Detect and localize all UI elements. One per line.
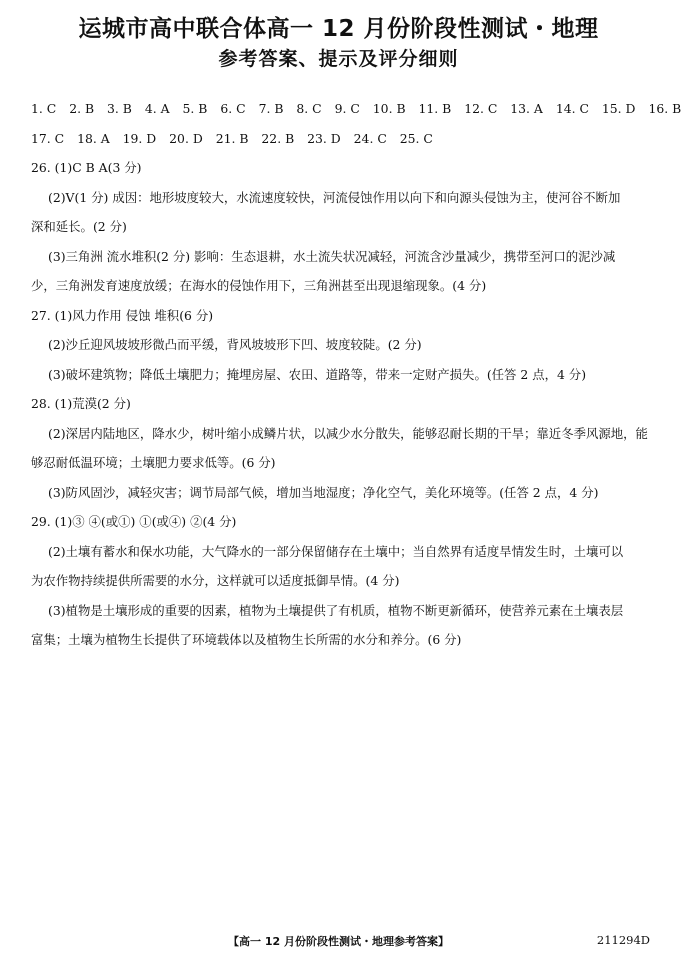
mcq-answer: 5. B — [182, 101, 208, 116]
q29-part3-line2: 富集；土壤为植物生长提供了环境载体以及植物生长所需的水分和养分。(6 分) — [31, 632, 462, 647]
q29-part2-line2: 为农作物持续提供所需要的水分，这样就可以适度抵御旱情。(4 分) — [31, 573, 400, 588]
q26-part1: 26. (1)C B A(3 分) — [31, 160, 142, 175]
answer-content — [31, 94, 681, 655]
q27-part3: (3)破坏建筑物；降低土壤肥力；掩埋房屋、农田、道路等，带来一定财产损失。(任答 2 点，4 分) — [48, 366, 587, 382]
q26-part2-line2: 深和延长。(2 分) — [31, 219, 127, 234]
mcq-answer: 20. D — [169, 130, 203, 146]
mcq-answer: 13. A — [510, 101, 543, 116]
q28-part3: (3)防风固沙，减轻灾害；调节局部气候，增加当地湿度；净化空气，美化环境等。(任答 2 点，4 分) — [48, 484, 599, 500]
mcq-answer: 15. D — [601, 101, 636, 116]
q29-part3-line1: (3)植物是土壤形成的重要的因素，植物为土壤提供了有机质，植物不断更新循环，使营养元素在土壤表层 — [48, 602, 624, 618]
q29-part2-line1: (2)土壤有蓄水和保水功能，大气降水的一部分保留储存在土壤中；当自然界有适度旱情发生时，土壤可以 — [48, 543, 624, 559]
mcq-answer: 2. B — [69, 101, 95, 116]
mcq-answer: 16. B — [648, 101, 681, 116]
q28-part2-line1: (2)深居内陆地区，降水少，树叶缩小成鳞片状，以减少水分散失，能够忍耐长期的干旱；靠近冬季风源地，能 — [48, 425, 648, 441]
mcq-answer: 14. C — [555, 101, 589, 116]
mcq-answer: 25. C — [399, 130, 433, 146]
mcq-answer: 7. B — [258, 101, 284, 116]
q26-part3-line2: 少，三角洲发育速度放缓；在海水的侵蚀作用下，三角洲甚至出现退缩现象。(4 分) — [31, 278, 487, 293]
mcq-answer: 24. C — [353, 130, 387, 146]
q27-part1: 27. (1)风力作用 侵蚀 堆积(6 分) — [31, 307, 214, 323]
mcq-answer: 3. B — [107, 101, 132, 116]
footer-label: 【高一 12 月份阶段性测试・地理参考答案】 — [228, 935, 449, 948]
q28-part2-line2: 够忍耐低温环境；土壤肥力要求低等。(6 分) — [31, 455, 276, 470]
mcq-answer: 17. C — [31, 130, 65, 146]
mcq-answer: 4. A — [144, 101, 170, 116]
document-code: 211294D — [596, 933, 650, 947]
mcq-answer: 23. D — [307, 130, 341, 146]
document-title: 运城市高中联合体高一 12 月份阶段性测试・地理 — [78, 16, 599, 42]
q27-part2: (2)沙丘迎风坡坡形微凸而平缓，背风坡坡形下凹、坡度较陡。(2 分) — [48, 337, 422, 352]
mcq-answer: 21. B — [215, 130, 249, 146]
document-subtitle: 参考答案、提示及评分细则 — [218, 48, 459, 70]
mcq-answer: 22. B — [261, 130, 295, 146]
q28-part1: 28. (1)荒漠(2 分) — [31, 396, 131, 411]
mcq-answer: 8. C — [296, 101, 322, 116]
mcq-answer: 6. C — [220, 101, 246, 116]
mcq-answer: 9. C — [334, 101, 360, 116]
mcq-answers-row-2 — [31, 124, 649, 154]
mcq-answer: 11. B — [418, 101, 452, 116]
mcq-answer: 1. C — [31, 101, 57, 116]
q26-part3-line1: (3)三角洲 流水堆积(2 分) 影响：生态退耕，水土流失状况减轻，河流含沙量减少，携带至河口的泥沙减 — [48, 248, 616, 264]
mcq-answer: 19. D — [122, 130, 157, 146]
mcq-answer: 10. B — [372, 101, 406, 116]
q29-part1: 29. (1)③ ④(或①) ①(或④) ②(4 分) — [31, 514, 237, 529]
mcq-answers-row-1 — [31, 94, 681, 124]
q26-part2-line1: (2)V(1 分) 成因：地形坡度较大，水流速度较快，河流侵蚀作用以向下和向源头侵蚀为主，使河谷不断加 — [48, 189, 621, 205]
mcq-answer: 18. A — [77, 130, 110, 146]
mcq-answer: 12. C — [464, 101, 498, 116]
